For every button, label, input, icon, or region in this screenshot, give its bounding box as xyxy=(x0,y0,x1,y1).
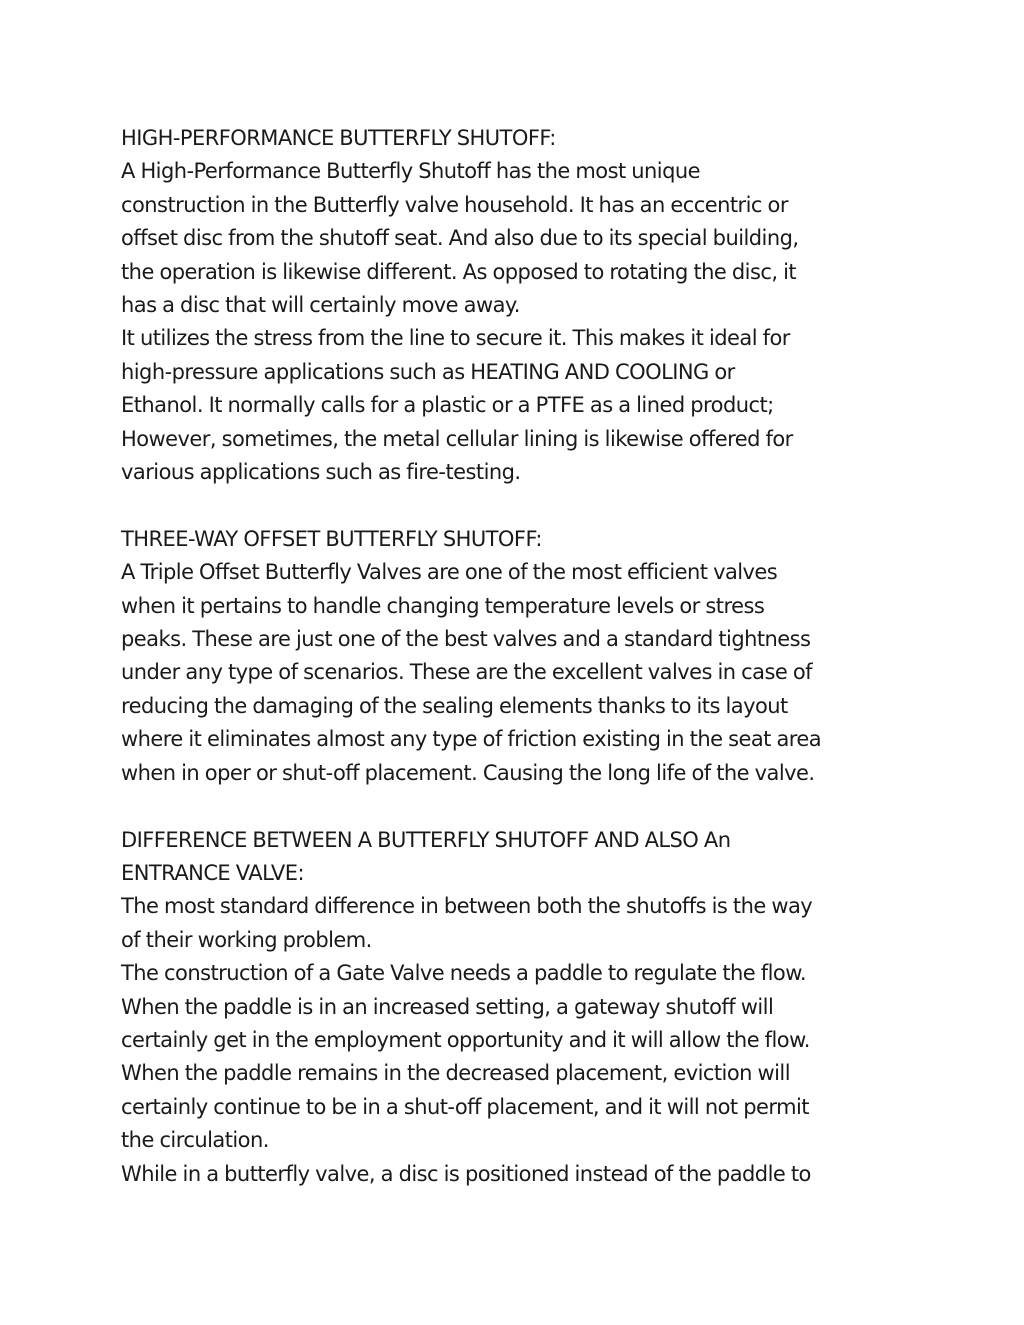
text-line: A High-Performance Butterfly Shutoff has the most unique xyxy=(121,159,700,184)
paragraph-gap xyxy=(121,489,911,522)
section-heading: DIFFERENCE BETWEEN A BUTTERFLY SHUTOFF AND ALSO An xyxy=(121,827,731,852)
document-page xyxy=(121,122,911,1191)
section-difference xyxy=(121,824,911,1191)
text-line: peaks. These are just one of the best valves and a standard tightness xyxy=(121,627,811,652)
text-line: of their working problem. xyxy=(121,927,372,952)
text-line: The most standard difference in between both the shutoffs is the way xyxy=(121,894,813,919)
section-heading: HIGH-PERFORMANCE BUTTERFLY SHUTOFF: xyxy=(121,126,556,150)
text-line: under any type of scenarios. These are the excellent valves in case of xyxy=(121,660,813,685)
text-line: A Triple Offset Butterfly Valves are one of the most efficient valves xyxy=(121,560,778,585)
text-line: Ethanol. It normally calls for a plastic or a PTFE as a lined product; xyxy=(121,393,774,418)
text-line: While in a butterfly valve, a disc is positioned instead of the paddle to xyxy=(121,1161,811,1186)
text-line: certainly get in the employment opportunity and it will allow the flow. xyxy=(121,1027,810,1052)
text-line: when it pertains to handle changing temperature levels or stress xyxy=(121,593,765,618)
section-heading: THREE-WAY OFFSET BUTTERFLY SHUTOFF: xyxy=(121,526,542,551)
paragraph-gap xyxy=(121,790,911,823)
text-line: When the paddle remains in the decreased placement, eviction will xyxy=(121,1061,790,1086)
text-line: various applications such as fire-testing. xyxy=(121,460,521,485)
text-line: when in oper or shut-off placement. Causing the long life of the valve. xyxy=(121,760,815,785)
text-line: the operation is likewise different. As opposed to rotating the disc, it xyxy=(121,259,797,284)
text-line: The construction of a Gate Valve needs a paddle to regulate the flow. xyxy=(121,961,807,986)
section-heading: ENTRANCE VALVE: xyxy=(121,860,304,885)
section-high-performance xyxy=(121,122,911,489)
text-line: offset disc from the shutoff seat. And also due to its special building, xyxy=(121,226,799,251)
text-line: certainly continue to be in a shut-off placement, and it will not permit xyxy=(121,1094,809,1119)
text-line: has a disc that will certainly move away. xyxy=(121,293,520,318)
section-three-way-offset xyxy=(121,523,911,790)
text-line: construction in the Butterfly valve household. It has an eccentric or xyxy=(121,192,788,217)
text-line: the circulation. xyxy=(121,1128,269,1153)
text-line: high-pressure applications such as HEATING AND COOLING or xyxy=(121,359,735,384)
text-line: where it eliminates almost any type of friction existing in the seat area xyxy=(121,727,822,752)
text-line: It utilizes the stress from the line to secure it. This makes it ideal for xyxy=(121,326,790,351)
text-line: When the paddle is in an increased setting, a gateway shutoff will xyxy=(121,994,774,1019)
text-line: reducing the damaging of the sealing elements thanks to its layout xyxy=(121,693,788,718)
text-line: However, sometimes, the metal cellular lining is likewise offered for xyxy=(121,426,793,451)
